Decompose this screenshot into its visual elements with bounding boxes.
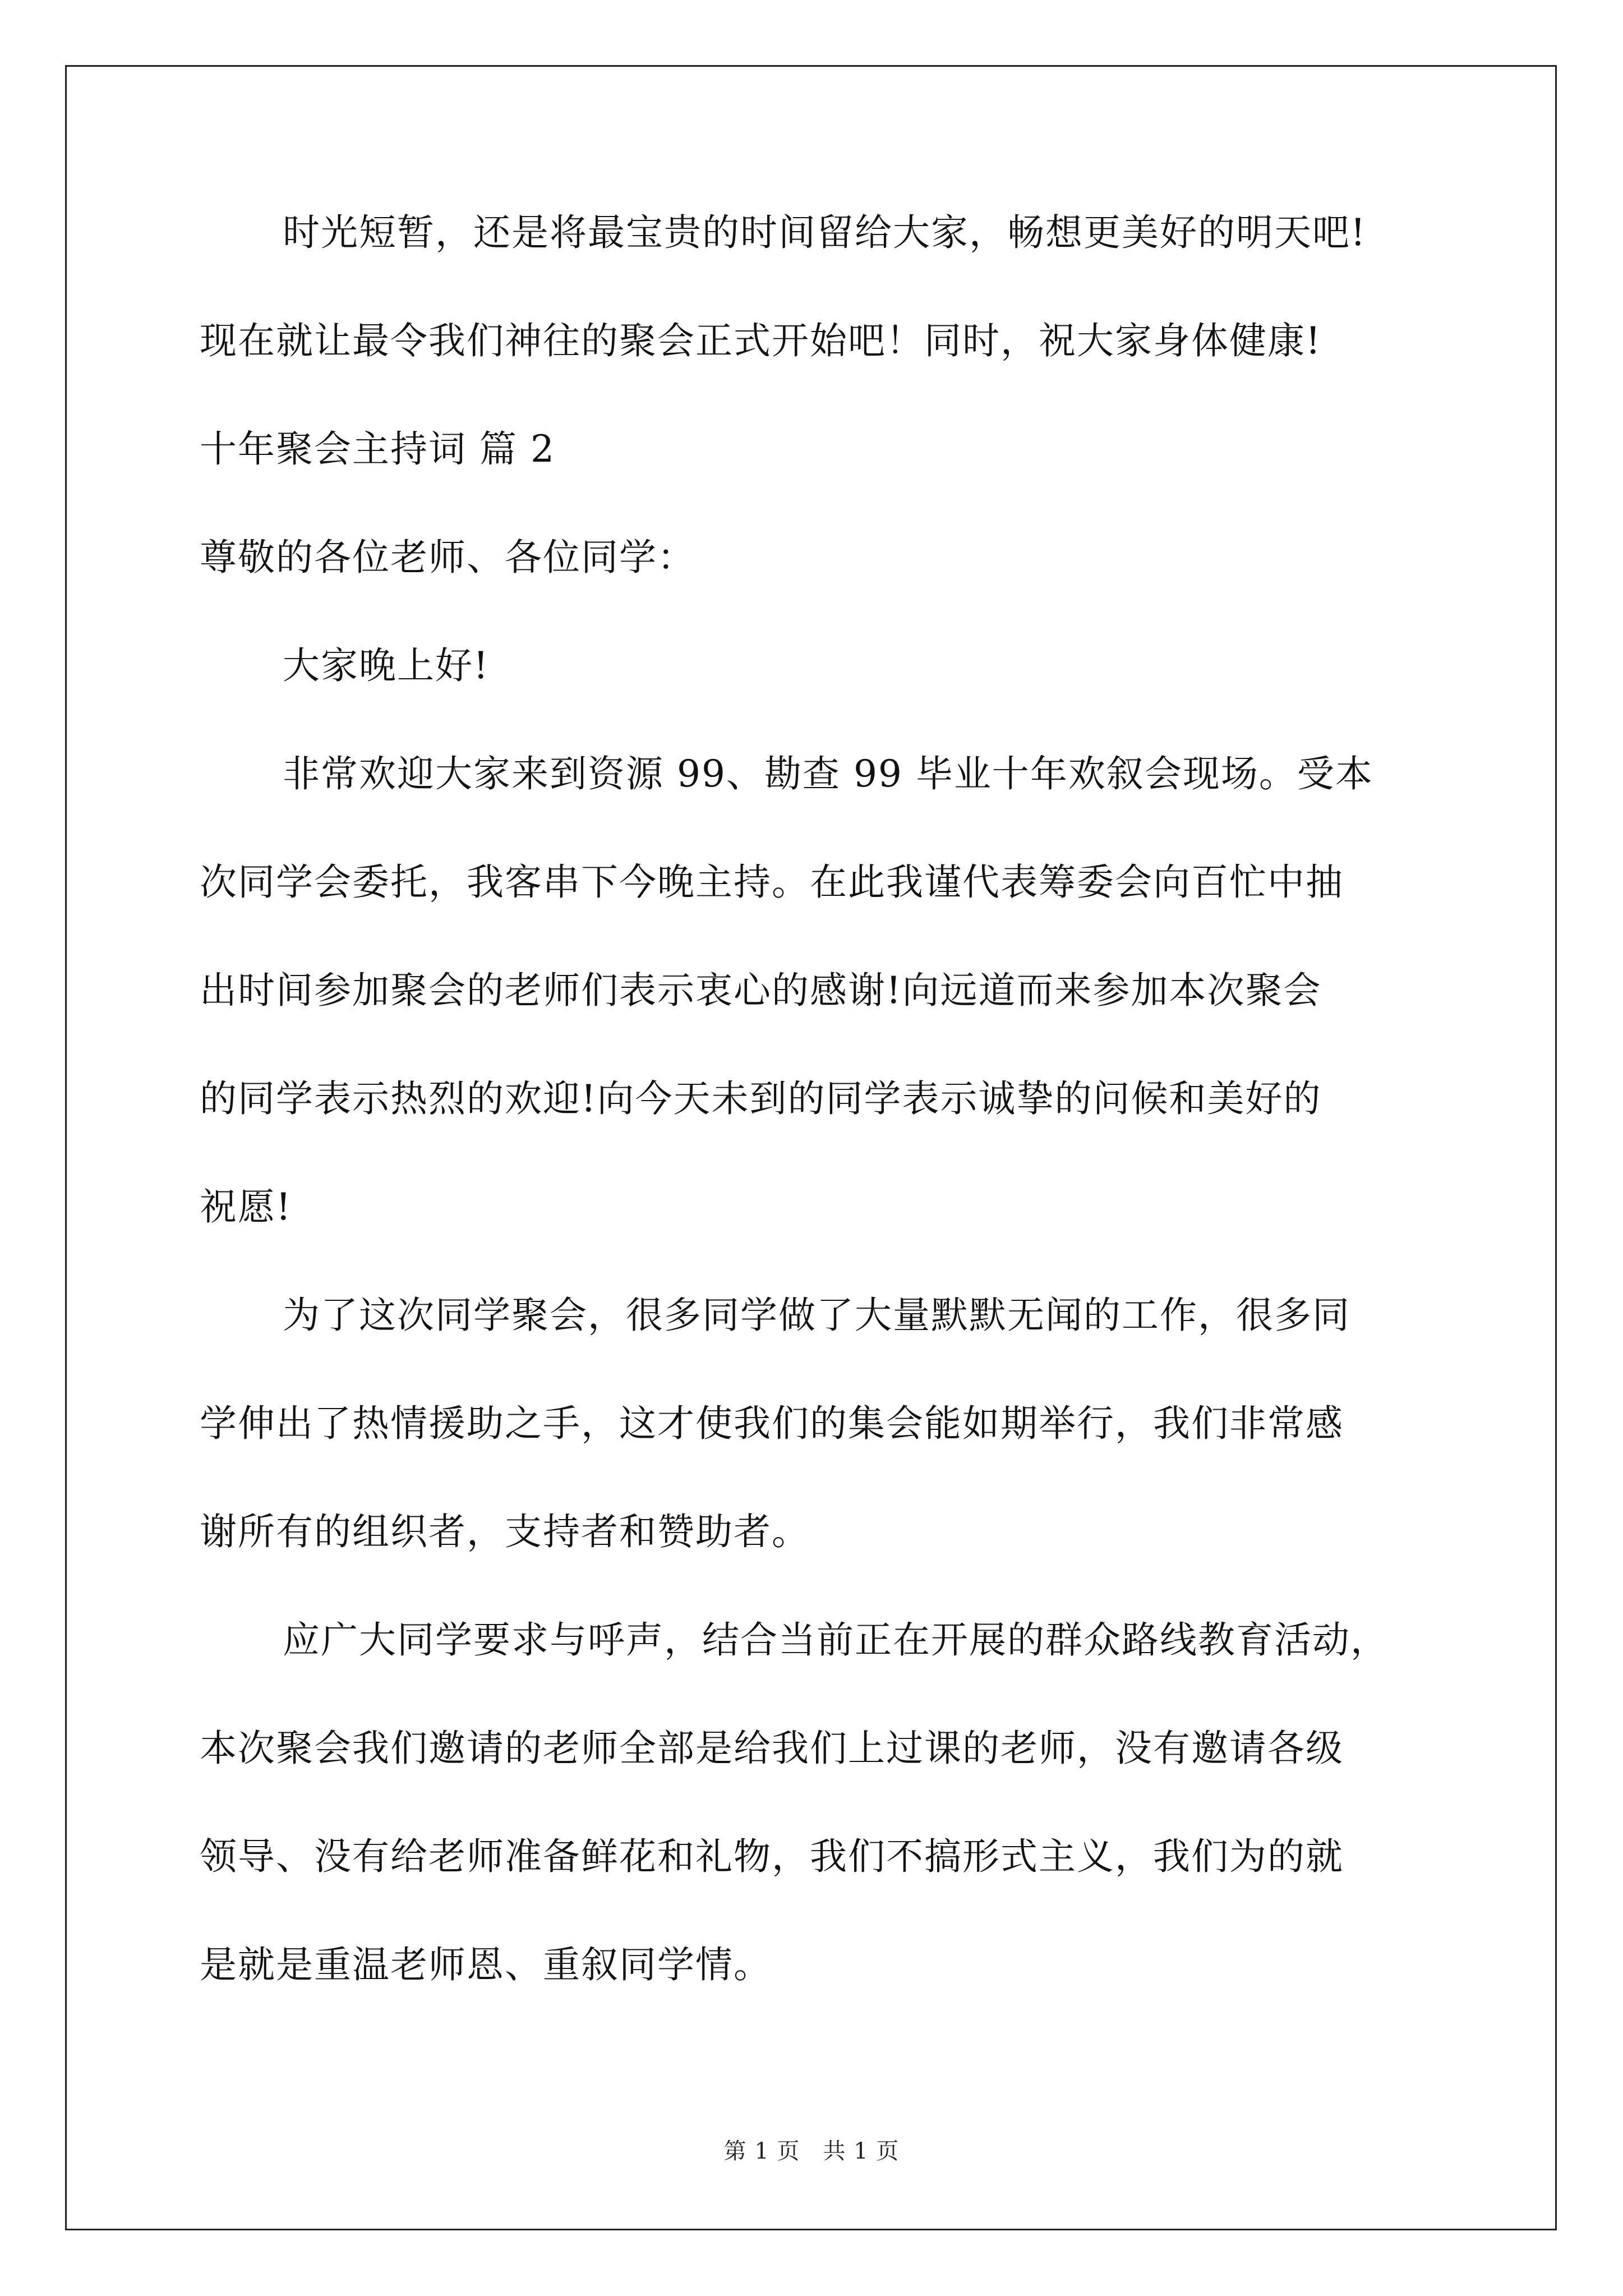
text-line-7: 次同学会委托，我客串下今晚主持。在此我谨代表筹委会向百忙中抽 [200, 861, 1344, 904]
text-line-17: 是就是重温老师恩、重叙同学情。 [200, 1943, 772, 1986]
salutation: 尊敬的各位老师、各位同学： [200, 536, 695, 579]
text-line-10: 祝愿! [200, 1185, 292, 1228]
page-border [65, 65, 1557, 2230]
text-line-16: 领导、没有给老师准备鲜花和礼物，我们不搞形式主义，我们为的就 [200, 1835, 1344, 1878]
text-line-14: 应广大同学要求与呼声，结合当前正在开展的群众路线教育活动， [283, 1618, 1389, 1662]
text-line-1: 时光短暂，还是将最宝贵的时间留给大家，畅想更美好的明天吧! [283, 211, 1367, 254]
text-line-12: 学伸出了热情援助之手，这才使我们的集会能如期举行，我们非常感 [200, 1402, 1344, 1445]
greeting: 大家晚上好! [283, 644, 490, 687]
text-line-2: 现在就让最令我们神往的聚会正式开始吧！同时，祝大家身体健康! [200, 319, 1322, 362]
page-footer: 第 1 页 共 1 页 [723, 2138, 900, 2164]
text-line-13: 谢所有的组织者，支持者和赞助者。 [200, 1510, 810, 1553]
section-heading: 十年聚会主持词 篇 2 [200, 427, 555, 471]
text-line-8: 出时间参加聚会的老师们表示衷心的感谢!向远道而来参加本次聚会 [200, 969, 1322, 1012]
text-line-6: 非常欢迎大家来到资源 99、勘查 99 毕业十年欢叙会现场。受本 [283, 752, 1373, 795]
text-line-9: 的同学表示热烈的欢迎!向今天未到的同学表示诚挚的问候和美好的 [200, 1077, 1322, 1120]
text-line-15: 本次聚会我们邀请的老师全部是给我们上过课的老师，没有邀请各级 [200, 1727, 1344, 1770]
text-line-11: 为了这次同学聚会，很多同学做了大量默默无闻的工作，很多同 [283, 1294, 1350, 1337]
